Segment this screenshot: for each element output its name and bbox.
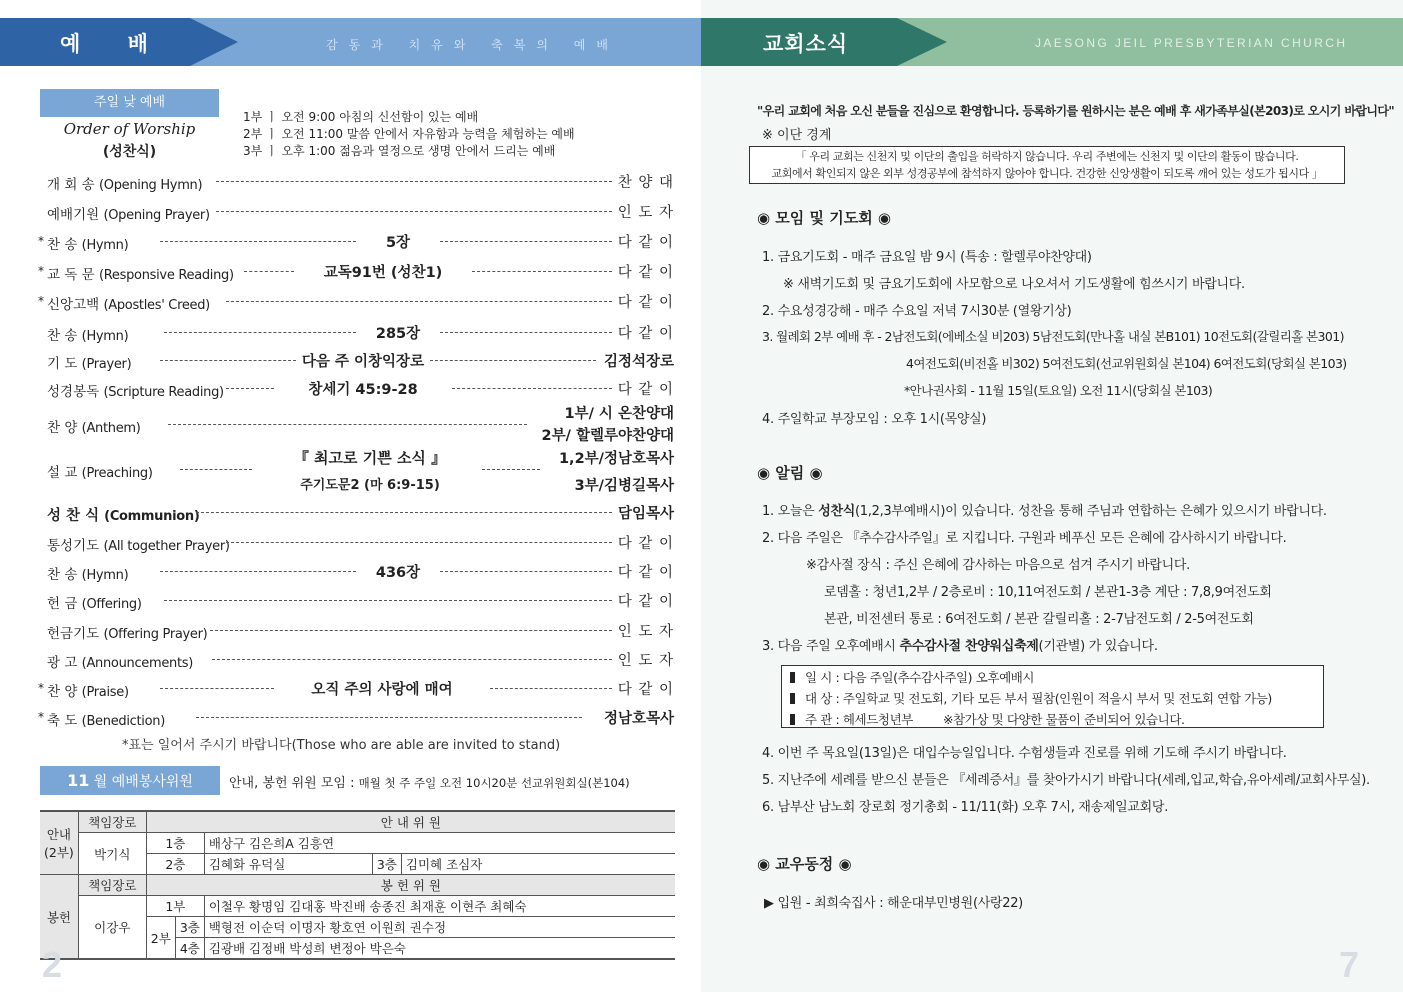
table-row: [40, 875, 675, 896]
volunteer-month: 11: [67, 771, 90, 790]
order-row: [0, 202, 701, 224]
bullet-square-icon: [790, 693, 795, 704]
notice-3-rest: (기관별) 가 있습니다.: [1038, 639, 1158, 654]
order-row: [0, 591, 701, 613]
order-item-name: 교 독 문 (Responsive Reading): [47, 267, 234, 283]
order-row: [0, 650, 701, 672]
praise-festival-box: [781, 665, 1324, 728]
festival-date: [790, 667, 1323, 688]
guide-head: 안 내 위 원: [146, 811, 675, 833]
guide-sub: (2부): [44, 845, 74, 860]
order-item-name: 설 교 (Preaching): [47, 465, 153, 481]
order-item-leader: 다 같 이: [617, 536, 674, 552]
meeting-item-4: 4. 주일학교 부장모임 : 오후 1시(목양실): [762, 412, 987, 427]
notice-item-2: 2. 다음 주일은 『추수감사주일』로 지킵니다. 구원과 베푸신 모든 은혜에 감사하시기 바랍니다.: [762, 531, 1287, 546]
notice-3-bold: 추수감사절 찬양워십축제: [899, 639, 1039, 654]
offer-head: 봉 헌 위 원: [146, 875, 675, 896]
order-item-name: 축 도 (Benediction): [47, 713, 165, 729]
order-item-leader: 다 같 이: [617, 382, 674, 398]
order-item-name: 찬 송 (Hymn): [47, 328, 129, 344]
order-item-detail: 5장: [385, 235, 411, 251]
leader-dashes: [440, 332, 612, 333]
volunteer-note-detail: 매월 첫 주 주일 오전 10시20분 선교위원회실(본104): [358, 776, 630, 790]
order-row: [0, 621, 701, 643]
leader-dashes: [160, 241, 356, 242]
service-time-3: 3부 ㅣ 오후 1:00 젊음과 열정으로 생명 안에서 드리는 예배: [243, 144, 556, 158]
leader-dashes: [430, 360, 596, 361]
cult-warning-line-2: 교회에서 확인되지 않은 외부 성경공부에 참석하지 않아야 합니다. 건강한 신앙생활이 되도록 깨어 있는 성도가 됩시다 」: [771, 167, 1323, 180]
leader-dashes: [160, 571, 356, 572]
order-row: [0, 323, 701, 345]
floor2-label: 2층: [146, 854, 204, 875]
order-item-leader: 다 같 이: [617, 326, 674, 342]
order-item-detail: 다음 주 이창익장로: [301, 354, 425, 370]
offer-label: 봉헌: [40, 875, 78, 960]
order-item-detail: 창세기 45:9-28: [308, 382, 418, 398]
worship-title: 예 배: [60, 32, 168, 56]
notice-1-prefix: 1. 오늘은: [762, 504, 819, 519]
order-row: [0, 262, 701, 284]
guide-label-cell: [40, 811, 78, 875]
bullet-square-icon: [790, 672, 795, 683]
notice-item-1: [762, 500, 1327, 519]
offer-elder: 이강우: [78, 896, 146, 960]
leader-dashes: [160, 688, 274, 689]
right-page-number: 7: [1339, 944, 1360, 985]
guide-elder-head: 책임장로: [78, 811, 146, 833]
leader-dashes: [164, 600, 612, 601]
volunteer-note: [229, 772, 630, 791]
meeting-item-3-cont: 4여전도회(비전홀 비302) 5여전도회(선교위원회실 본104) 6여전도회(당회실 본103): [906, 356, 1347, 371]
meeting-item-2: 2. 수요성경강해 - 매주 수요일 저녁 7시30분 (열왕기상): [762, 304, 1072, 319]
notice-item-6: 6. 남부산 남노회 장로회 정기총회 - 11/11(화) 오후 7시, 재송제일교회당.: [762, 800, 1169, 815]
order-item-leader: 인 도 자: [617, 205, 674, 221]
order-item-leader: 1부/ 시 온찬양대: [564, 406, 674, 422]
leader-dashes: [210, 630, 612, 631]
order-item-name: 찬 송 (Hymn): [47, 237, 129, 253]
floor3-label: 3층: [372, 854, 401, 875]
floor2-names: 김혜화 유덕실: [204, 854, 372, 875]
meeting-item-1: 1. 금요기도회 - 매주 금요일 밤 9시 (특송 : 할렐루야찬양대): [762, 250, 1092, 265]
volunteer-note-main: 안내, 봉헌 위원 모임 :: [229, 776, 355, 791]
floor3-names: 김미혜 조심자: [401, 854, 675, 875]
guide-elder: 박기식: [78, 833, 146, 875]
order-item-leader: 다 같 이: [617, 265, 674, 281]
notice-2-decoration-1: 로뎀홀 : 청년1,2부 / 2층로비 : 10,11여전도회 / 본관1-3층 계단 : 7,8,9여전도회: [824, 585, 1272, 600]
order-row: [0, 679, 701, 701]
church-name: JAESONG JEIL PRESBYTERIAN CHURCH: [1035, 36, 1348, 50]
order-row: [0, 533, 701, 555]
notice-item-5: 5. 지난주에 세례를 받으신 분들은 『세례증서』를 찾아가시기 바랍니다(세례,입교,학습,유아세례/교회사무실).: [762, 773, 1370, 788]
meeting-item-3-anna: *안나권사회 - 11월 15일(토요일) 오전 11시(당회실 본103): [904, 383, 1213, 398]
order-item-leader: 다 같 이: [617, 682, 674, 698]
cult-warning-box: [749, 146, 1345, 184]
leader-dashes: [472, 271, 612, 272]
offer-elder-head: 책임장로: [78, 875, 146, 896]
leader-dashes: [226, 388, 274, 389]
table-row: [40, 896, 675, 917]
notice-2-decoration-2: 본관, 비전센터 통로 : 6여전도회 / 본관 갈릴리홀 : 2-7남전도회 / 2-5여전도회: [824, 612, 1254, 627]
order-row: [0, 450, 701, 494]
stand-star: *: [38, 264, 44, 278]
festival-prize-text: ※참가상 및 다양한 물품이 준비되어 있습니다.: [942, 712, 1185, 727]
p2f4-label: 4층: [175, 938, 204, 960]
leader-dashes: [440, 241, 612, 242]
cult-warning-line-1: 「 우리 교회는 신천지 및 이단의 출입을 허락하지 않습니다. 우리 주변에는 신천지 및 이단의 활동이 많습니다.: [795, 150, 1299, 163]
order-item-name: 헌금기도 (Offering Prayer): [47, 626, 208, 642]
order-item-name: 광 고 (Announcements): [47, 655, 194, 671]
festival-target-text: 대 상 : 주일학교 및 전도회, 기타 모든 부서 필참(인원이 적을시 부서 및 전도회 연합 가능): [805, 691, 1272, 706]
festival-target: [790, 688, 1323, 709]
order-item-leader: 찬 양 대: [617, 175, 674, 191]
members-item-1: ▶ 입원 - 최희숙집사 : 해운대부민병원(사랑22): [764, 896, 1023, 911]
order-row: [0, 708, 701, 730]
p2f3-label: 3층: [175, 917, 204, 938]
order-item-name: 성경봉독 (Scripture Reading): [47, 384, 224, 400]
part2-label: 2부: [146, 917, 175, 960]
service-times: [243, 109, 575, 160]
order-item-name: 헌 금 (Offering): [47, 596, 142, 612]
notice-1-bold: 성찬식: [818, 504, 856, 519]
leader-dashes: [452, 388, 612, 389]
order-item-leader: 다 같 이: [617, 565, 674, 581]
stand-star: *: [38, 710, 44, 724]
leader-dashes: [226, 301, 612, 302]
leader-dashes: [196, 717, 582, 718]
leader-dashes: [164, 332, 356, 333]
stand-star: *: [38, 681, 44, 695]
service-time-1: 1부 ㅣ 오전 9:00 아침의 신선함이 있는 예배: [243, 110, 479, 124]
table-row: [40, 811, 675, 833]
leader-dashes: [216, 211, 612, 212]
leader-dashes: [216, 181, 612, 182]
leader-dashes: [212, 659, 612, 660]
order-item-name: 신앙고백 (Apostles' Creed): [47, 297, 210, 313]
meeting-note: ※ 새벽기도회 및 금요기도회에 사모함으로 나오셔서 기도생활에 힘쓰시기 바랍니다.: [783, 277, 1245, 292]
order-item-name: 찬 송 (Hymn): [47, 567, 129, 583]
order-row: [0, 379, 701, 401]
floor1-label: 1층: [146, 833, 204, 854]
meeting-item-3: 3. 월례회 2부 예배 후 - 2남전도회(에베소실 비203) 5남전도회(만나홀 내실 본B101) 10전도회(갈릴리홀 본301): [762, 329, 1344, 344]
order-item-leader-2: 3부/김병길목사: [574, 478, 674, 494]
order-row: [0, 405, 701, 449]
order-item-leader: 다 같 이: [617, 295, 674, 311]
welcome-message: "우리 교회에 처음 오신 분들을 진심으로 환영합니다. 등록하기를 원하시는 분은 예배 후 새가족부실(본203)로 오시기 바랍니다": [757, 104, 1394, 118]
order-item-name: 찬 양 (Praise): [47, 684, 129, 700]
order-item-detail: 교독91번 (성찬1): [323, 265, 443, 281]
notice-item-3: [762, 635, 1158, 654]
order-row: [0, 562, 701, 584]
news-title: 교회소식: [763, 32, 849, 56]
notice-1-rest: (1,2,3부예배시)이 있습니다. 성찬을 통해 주님과 연합하는 은혜가 있으시기 바랍니다.: [855, 504, 1327, 519]
part1-label: 1부: [146, 896, 204, 917]
order-item-name: 성 찬 식 (Communion): [47, 508, 200, 524]
order-row: [0, 351, 701, 373]
cult-warning-title: ※ 이단 경계: [762, 128, 832, 143]
guide-label: 안내: [46, 827, 71, 842]
notice-3-prefix: 3. 다음 주일 오후예배시: [762, 639, 900, 654]
order-row: [0, 232, 701, 254]
leader-dashes: [490, 688, 612, 689]
section-meetings: ◉ 모임 및 기도회 ◉: [757, 209, 892, 227]
volunteer-title: 월 예배봉사위원: [93, 774, 193, 790]
news-header: [701, 18, 1403, 66]
table-row: [40, 833, 675, 854]
order-item-name: 찬 양 (Anthem): [47, 420, 141, 436]
order-item-leader: 인 도 자: [617, 653, 674, 669]
order-row: [0, 172, 701, 194]
left-page-number: 2: [42, 944, 63, 985]
order-item-leader: 담임목사: [617, 506, 674, 522]
left-page: [0, 0, 701, 992]
order-row: [0, 503, 701, 525]
section-members: ◉ 교우동정 ◉: [757, 855, 852, 873]
part1-names: 이철우 황명임 김대홍 박진배 송종진 최재훈 이현주 최혜숙: [204, 896, 675, 917]
bullet-square-icon: [790, 714, 795, 725]
festival-date-text: 일 시 : 다음 주일(추수감사주일) 오후예배시: [805, 670, 1035, 685]
order-item-leader: 다 같 이: [617, 594, 674, 610]
order-item-name: 기 도 (Prayer): [47, 356, 132, 372]
order-item-leader: 다 같 이: [617, 235, 674, 251]
leader-dashes: [196, 512, 612, 513]
festival-host: [790, 709, 1323, 730]
order-item-leader-2: 2부/ 할렐루야찬양대: [541, 428, 674, 444]
festival-host-text: 주 관 : 헤세드청년부: [805, 712, 913, 727]
service-time-2: 2부 ㅣ 오전 11:00 말씀 안에서 자유함과 능력을 체험하는 예배: [243, 127, 575, 141]
order-item-name: 개 회 송 (Opening Hymn): [47, 177, 203, 193]
leader-dashes: [180, 469, 252, 470]
worship-header: [0, 18, 701, 66]
order-item-leader: 김정석장로: [603, 354, 674, 370]
order-of-worship-title: Order of Worship: [63, 120, 196, 138]
leader-dashes: [226, 542, 612, 543]
leader-dashes: [440, 571, 612, 572]
order-item-detail: 오직 주의 사랑에 매여: [311, 682, 453, 698]
leader-dashes: [244, 271, 294, 272]
notice-item-4: 4. 이번 주 목요일(13일)은 대입수능일입니다. 수험생들과 진로를 위해 기도해 주시기 바랍니다.: [762, 746, 1287, 761]
p2f4-names: 김광배 김정배 박성희 변정아 박은숙: [204, 938, 675, 960]
order-item-leader: 정남호목사: [603, 711, 674, 727]
stand-star: *: [38, 234, 44, 248]
sacrament-label: (성찬식): [102, 144, 157, 160]
sunday-worship-tag: 주일 낮 예배: [40, 89, 219, 117]
notice-2-decoration: ※감사절 장식 : 주신 은혜에 감사하는 마음으로 섬겨 주시기 바랍니다.: [806, 558, 1190, 573]
leader-dashes: [482, 469, 540, 470]
volunteer-tag: [40, 766, 220, 795]
leader-dashes: [168, 424, 527, 425]
worship-subtitle: 감동과 치유와 축복의 예배: [326, 38, 619, 52]
stand-note: *표는 일어서 주시기 바랍니다(Those who are able are invited to stand): [122, 738, 561, 753]
floor1-names: 배상구 김은희A 김흥연: [204, 833, 675, 854]
order-item-name: 예배기원 (Opening Prayer): [47, 207, 210, 223]
order-item-detail: 285장: [375, 326, 421, 342]
order-row: [0, 292, 701, 314]
order-item-leader: 인 도 자: [617, 624, 674, 640]
section-notice: ◉ 알림 ◉: [757, 464, 823, 482]
p2f3-names: 백형전 이순덕 이명자 황호연 이원희 권수정: [204, 917, 675, 938]
order-item-name: 통성기도 (All together Prayer): [47, 538, 230, 554]
order-item-leader: 1,2부/정남호목사: [558, 451, 674, 467]
volunteer-table: [40, 810, 675, 960]
order-item-detail-2: 주기도문2 (마 6:9-15): [300, 478, 440, 493]
leader-dashes: [160, 360, 296, 361]
order-item-detail: 436장: [375, 565, 421, 581]
order-item-detail: 『 최고로 기쁜 소식 』: [293, 449, 447, 467]
stand-star: *: [38, 294, 44, 308]
